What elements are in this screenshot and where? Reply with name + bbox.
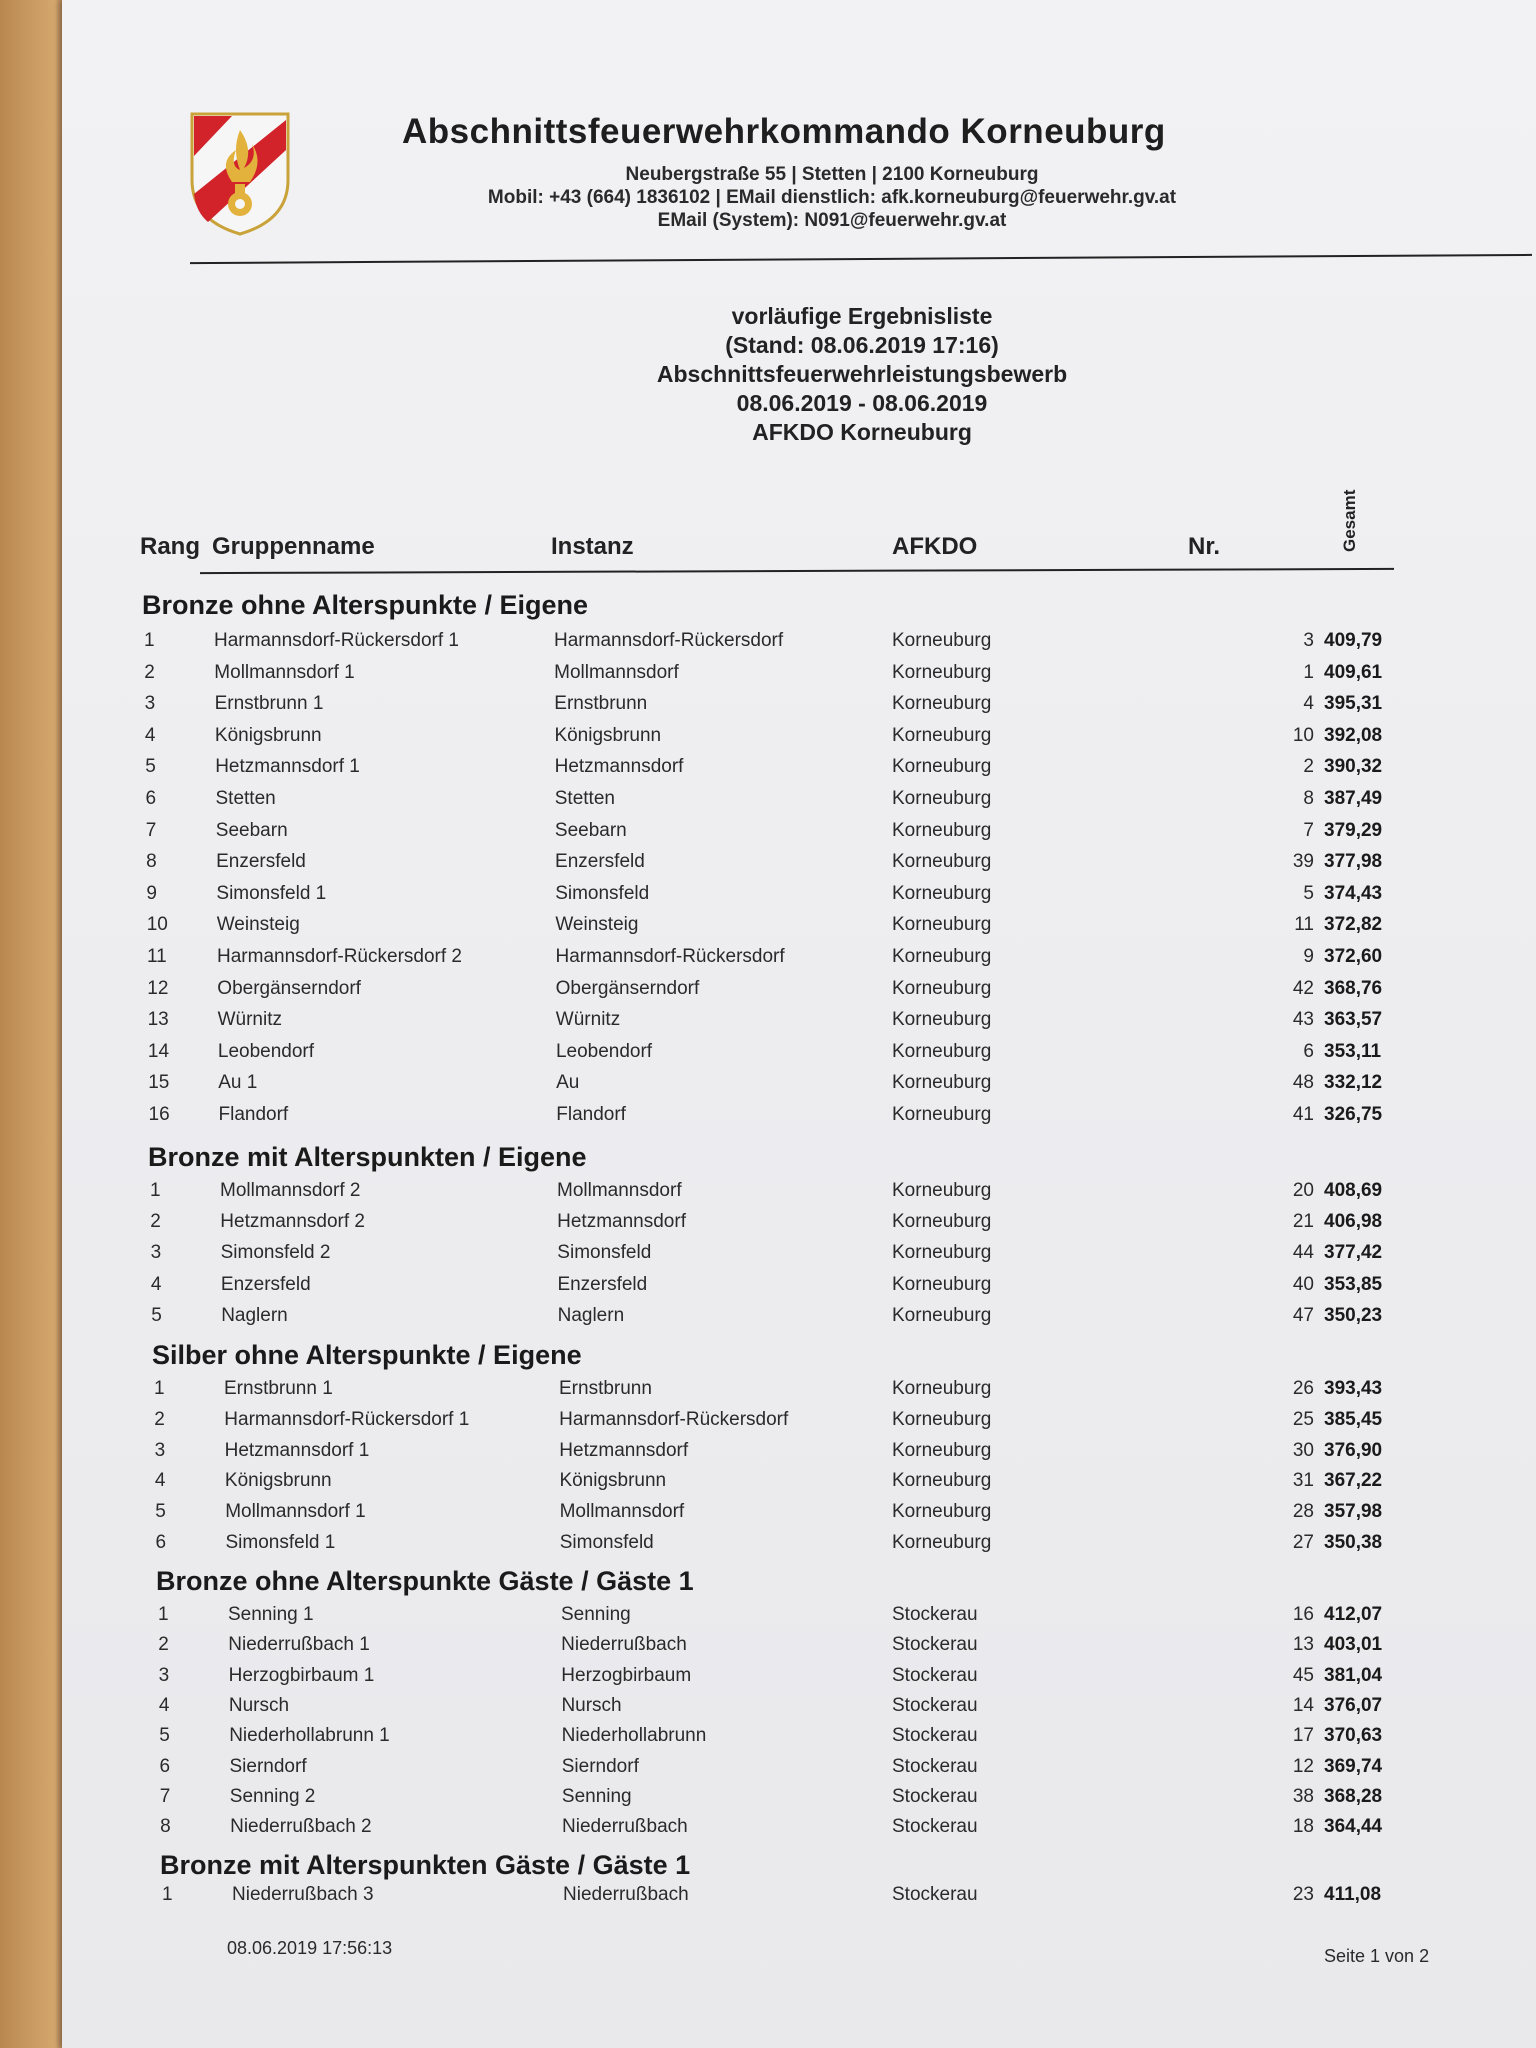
document-page [62, 0, 1536, 2048]
row-afkdo: Stockerau [892, 1694, 978, 1716]
row-gruppenname: Königsbrunn [214, 724, 322, 746]
row-nr: 26 [1292, 1378, 1314, 1399]
row-nr: 14 [1292, 1694, 1314, 1716]
section-title: Bronze mit Alterspunkten / Eigene [148, 1142, 587, 1172]
column-header-gruppenname: Gruppenname [212, 533, 375, 560]
row-nr: 39 [1292, 851, 1314, 873]
row-gruppenname: Würnitz [217, 1009, 282, 1031]
row-nr: 31 [1292, 1470, 1314, 1492]
row-afkdo: Korneuburg [892, 1211, 992, 1233]
row-nr: 40 [1292, 1273, 1314, 1295]
row-instanz: Herzogbirbaum [561, 1664, 692, 1686]
row-gesamt: 350,38 [1324, 1532, 1383, 1553]
contact-line: Mobil: +43 (664) 1836102 | EMail dienstlich: afk.korneuburg@feuerwehr.gv.at [487, 187, 1177, 208]
row-rang: 3 [144, 693, 156, 715]
row-gesamt: 353,11 [1324, 1040, 1382, 1062]
row-rang: 13 [147, 1009, 169, 1031]
report-title: vorläufige Ergebnisliste [731, 303, 993, 329]
table-row [62, 1305, 1536, 1331]
row-nr: 2 [1303, 756, 1314, 778]
row-nr: 28 [1292, 1501, 1314, 1523]
row-gesamt: 409,61 [1324, 661, 1383, 683]
row-gesamt: 357,98 [1324, 1501, 1383, 1523]
table-row [62, 1884, 1536, 1910]
row-gruppenname: Enzersfeld [216, 851, 306, 873]
row-gesamt: 381,04 [1324, 1664, 1383, 1686]
table-row [62, 1274, 1536, 1300]
row-rang: 6 [155, 1532, 167, 1553]
row-gesamt: 385,45 [1324, 1408, 1383, 1430]
column-header-nr: Nr. [1188, 533, 1221, 560]
row-instanz: Königsbrunn [559, 1470, 667, 1492]
address-line: Neubergstraße 55 | Stetten | 2100 Korneuburg [625, 164, 1039, 185]
row-rang: 1 [150, 1180, 161, 1201]
row-afkdo: Korneuburg [892, 1470, 992, 1492]
row-gesamt: 374,43 [1324, 882, 1383, 904]
row-rang: 15 [148, 1072, 170, 1094]
row-afkdo: Korneuburg [892, 1304, 992, 1326]
row-nr: 3 [1303, 630, 1314, 651]
row-instanz: Sierndorf [561, 1755, 639, 1777]
row-rang: 5 [155, 1501, 166, 1523]
row-nr: 38 [1292, 1785, 1314, 1807]
row-afkdo: Korneuburg [892, 977, 992, 999]
row-gruppenname: Senning 1 [228, 1604, 314, 1625]
row-instanz: Seebarn [554, 819, 627, 841]
table-row [62, 1242, 1536, 1268]
row-gruppenname: Ernstbrunn 1 [224, 1378, 333, 1399]
row-afkdo: Korneuburg [892, 788, 992, 809]
row-gesamt: 377,42 [1324, 1242, 1383, 1264]
row-gruppenname: Hetzmannsdorf 1 [224, 1439, 370, 1461]
row-gesamt: 377,98 [1324, 851, 1383, 873]
row-gruppenname: Enzersfeld [220, 1273, 311, 1295]
table-row [62, 851, 1536, 877]
row-instanz: Weinsteig [555, 914, 639, 936]
row-gesamt: 403,01 [1324, 1634, 1383, 1656]
row-instanz: Harmannsdorf-Rückersdorf [559, 1408, 789, 1430]
row-instanz: Enzersfeld [557, 1273, 648, 1295]
row-rang: 7 [159, 1785, 171, 1807]
row-gesamt: 409,79 [1324, 630, 1383, 651]
row-gesamt: 395,31 [1324, 693, 1383, 715]
row-rang: 2 [154, 1408, 165, 1430]
row-rang: 3 [154, 1439, 166, 1461]
table-row [62, 820, 1536, 846]
row-afkdo: Korneuburg [892, 1408, 992, 1430]
row-gruppenname: Niederrußbach 2 [230, 1816, 372, 1838]
row-gesamt: 376,90 [1324, 1439, 1383, 1461]
row-instanz: Hetzmannsdorf [554, 756, 684, 778]
table-row [62, 630, 1536, 656]
row-nr: 13 [1292, 1634, 1314, 1656]
row-nr: 8 [1303, 788, 1314, 809]
table-row [62, 1756, 1536, 1782]
row-afkdo: Korneuburg [892, 1009, 992, 1031]
row-rang: 14 [147, 1040, 170, 1062]
row-instanz: Ernstbrunn [559, 1378, 652, 1399]
row-afkdo: Korneuburg [892, 1501, 992, 1523]
row-rang: 5 [151, 1304, 162, 1326]
row-gesamt: 390,32 [1324, 756, 1383, 778]
row-gruppenname: Hetzmannsdorf 2 [220, 1211, 365, 1233]
row-afkdo: Korneuburg [892, 1242, 992, 1264]
row-afkdo: Korneuburg [892, 661, 992, 683]
row-afkdo: Korneuburg [892, 1072, 992, 1094]
row-afkdo: Korneuburg [892, 819, 992, 841]
table-row [62, 1072, 1536, 1098]
row-afkdo: Korneuburg [892, 1273, 992, 1295]
row-gesamt: 326,75 [1324, 1104, 1383, 1125]
row-afkdo: Korneuburg [892, 1378, 992, 1399]
row-gesamt: 364,44 [1324, 1816, 1383, 1838]
row-nr: 9 [1303, 946, 1314, 967]
row-nr: 18 [1292, 1816, 1314, 1838]
report-organizer: AFKDO Korneuburg [752, 419, 972, 445]
row-afkdo: Korneuburg [892, 946, 992, 967]
table-row [62, 1665, 1536, 1691]
row-gruppenname: Seebarn [215, 819, 288, 841]
row-instanz: Königsbrunn [554, 724, 662, 746]
row-instanz: Niederrußbach [563, 1884, 689, 1905]
row-gesamt: 363,57 [1324, 1009, 1383, 1031]
row-gruppenname: Niederrußbach 1 [228, 1634, 370, 1656]
row-gruppenname: Hetzmannsdorf 1 [215, 756, 360, 778]
table-row [62, 1180, 1536, 1206]
row-gruppenname: Niederrußbach 3 [232, 1884, 374, 1905]
row-gruppenname: Harmannsdorf-Rückersdorf 1 [224, 1408, 470, 1430]
row-rang: 1 [154, 1378, 165, 1399]
row-rang: 4 [158, 1694, 170, 1716]
table-row [62, 1532, 1536, 1558]
row-rang: 2 [158, 1634, 169, 1656]
row-nr: 11 [1294, 914, 1314, 936]
print-timestamp: 08.06.2019 17:56:13 [227, 1938, 393, 1958]
row-afkdo: Korneuburg [892, 882, 992, 904]
table-row [62, 883, 1536, 909]
row-afkdo: Korneuburg [892, 1532, 992, 1553]
row-afkdo: Stockerau [892, 1725, 978, 1747]
table-row [62, 1211, 1536, 1237]
row-gesamt: 369,74 [1324, 1755, 1383, 1777]
organization-title: Abschnittsfeuerwehrkommando Korneuburg [402, 112, 1166, 151]
table-row [62, 1816, 1536, 1842]
row-nr: 27 [1292, 1532, 1314, 1553]
row-gesamt: 332,12 [1324, 1072, 1383, 1094]
section-title: Bronze mit Alterspunkten Gäste / Gäste 1 [160, 1850, 691, 1880]
row-nr: 17 [1292, 1725, 1314, 1747]
row-afkdo: Korneuburg [892, 724, 992, 746]
row-gesamt: 372,82 [1324, 914, 1383, 936]
row-instanz: Mollmannsdorf [554, 661, 679, 683]
row-nr: 41 [1292, 1104, 1314, 1125]
row-gruppenname: Leobendorf [217, 1040, 315, 1062]
row-instanz: Harmannsdorf-Rückersdorf [555, 946, 785, 967]
row-rang: 10 [146, 914, 168, 936]
row-nr: 44 [1292, 1242, 1314, 1264]
row-instanz: Mollmannsdorf [559, 1501, 685, 1523]
row-afkdo: Korneuburg [892, 851, 992, 873]
table-row [62, 1634, 1536, 1660]
report-status: (Stand: 08.06.2019 17:16) [725, 332, 999, 358]
column-header-rang: Rang [140, 533, 200, 560]
report-date-range: 08.06.2019 - 08.06.2019 [736, 390, 988, 416]
row-rang: 5 [145, 756, 156, 778]
row-gruppenname: Au 1 [218, 1072, 258, 1094]
table-row [62, 1378, 1536, 1404]
row-instanz: Senning [561, 1785, 632, 1807]
row-nr: 12 [1292, 1755, 1314, 1777]
section-title: Bronze ohne Alterspunkte Gäste / Gäste 1 [156, 1566, 694, 1596]
row-rang: 3 [150, 1242, 162, 1264]
row-afkdo: Korneuburg [892, 1040, 992, 1062]
row-nr: 7 [1303, 819, 1314, 841]
row-instanz: Niederrußbach [562, 1816, 688, 1838]
row-rang: 2 [150, 1211, 161, 1233]
row-rang: 16 [148, 1104, 170, 1125]
row-nr: 45 [1292, 1664, 1314, 1686]
row-gruppenname: Mollmannsdorf 1 [225, 1501, 366, 1523]
table-row [62, 725, 1536, 751]
table-row [62, 1501, 1536, 1527]
row-afkdo: Korneuburg [892, 1439, 992, 1461]
section-title: Silber ohne Alterspunkte / Eigene [152, 1340, 582, 1370]
row-rang: 2 [144, 661, 155, 683]
table-row [62, 946, 1536, 972]
row-rang: 4 [144, 724, 156, 746]
row-nr: 21 [1292, 1211, 1314, 1233]
row-rang: 6 [159, 1755, 171, 1777]
email-line: EMail (System): N091@feuerwehr.gv.at [657, 210, 1007, 231]
row-gruppenname: Simonsfeld 1 [225, 1532, 336, 1553]
report-event: Abschnittsfeuerwehrleistungsbewerb [656, 361, 1068, 387]
row-rang: 6 [145, 788, 157, 809]
row-nr: 4 [1303, 693, 1314, 715]
row-instanz: Simonsfeld [559, 1532, 654, 1553]
row-nr: 47 [1292, 1304, 1314, 1326]
row-gruppenname: Herzogbirbaum 1 [228, 1664, 375, 1686]
row-rang: 1 [162, 1884, 173, 1905]
row-nr: 30 [1292, 1439, 1314, 1461]
table-row [62, 1041, 1536, 1067]
row-nr: 6 [1303, 1040, 1314, 1062]
column-header-gesamt: Gesamt [1340, 489, 1359, 552]
row-rang: 11 [147, 946, 167, 967]
row-instanz: Niederhollabrunn [561, 1725, 707, 1747]
row-gesamt: 387,49 [1324, 788, 1383, 809]
row-gesamt: 368,76 [1324, 977, 1383, 999]
row-gesamt: 367,22 [1324, 1470, 1383, 1492]
row-instanz: Simonsfeld [557, 1242, 652, 1264]
row-nr: 16 [1292, 1604, 1314, 1625]
table-row [62, 1725, 1536, 1751]
table-row [62, 914, 1536, 940]
row-instanz: Obergänserndorf [555, 977, 700, 999]
row-gesamt: 350,23 [1324, 1304, 1383, 1326]
row-gruppenname: Harmannsdorf-Rückersdorf 1 [214, 630, 459, 651]
row-rang: 4 [150, 1273, 162, 1295]
row-gruppenname: Senning 2 [229, 1785, 316, 1807]
row-instanz: Hetzmannsdorf [559, 1439, 689, 1461]
row-afkdo: Stockerau [892, 1816, 978, 1838]
row-instanz: Würnitz [555, 1009, 621, 1031]
table-header-divider [200, 568, 1394, 574]
row-rang: 1 [144, 630, 155, 651]
row-rang: 3 [158, 1664, 170, 1686]
row-gesamt: 406,98 [1324, 1211, 1383, 1233]
row-instanz: Nursch [561, 1694, 622, 1716]
row-afkdo: Korneuburg [892, 914, 992, 936]
fire-department-logo [188, 110, 292, 238]
table-row [62, 756, 1536, 782]
row-instanz: Hetzmannsdorf [557, 1211, 686, 1233]
row-afkdo: Korneuburg [892, 1180, 992, 1201]
row-rang: 9 [146, 882, 157, 904]
row-instanz: Au [556, 1072, 580, 1094]
row-afkdo: Stockerau [892, 1634, 978, 1656]
table-row [62, 788, 1536, 814]
page-number: Seite 1 von 2 [1324, 1946, 1430, 1966]
table-row [62, 978, 1536, 1004]
row-instanz: Enzersfeld [555, 851, 645, 873]
row-gruppenname: Harmannsdorf-Rückersdorf 2 [217, 946, 462, 967]
table-row [62, 1695, 1536, 1721]
row-rang: 8 [160, 1816, 171, 1838]
row-afkdo: Stockerau [892, 1785, 978, 1807]
row-afkdo: Stockerau [892, 1755, 978, 1777]
table-row [62, 1009, 1536, 1035]
row-gruppenname: Niederhollabrunn 1 [229, 1725, 390, 1747]
row-gesamt: 412,07 [1324, 1604, 1383, 1625]
row-nr: 1 [1303, 661, 1314, 683]
table-row [62, 693, 1536, 719]
row-nr: 25 [1292, 1408, 1314, 1430]
row-nr: 10 [1292, 724, 1314, 746]
row-rang: 12 [147, 977, 169, 999]
row-nr: 42 [1292, 977, 1314, 999]
row-afkdo: Stockerau [892, 1664, 978, 1686]
column-header-instanz: Instanz [551, 533, 634, 560]
row-nr: 20 [1292, 1180, 1314, 1201]
row-gesamt: 372,60 [1324, 946, 1383, 967]
row-instanz: Naglern [557, 1304, 625, 1326]
header-divider [190, 254, 1532, 264]
row-rang: 8 [146, 851, 157, 873]
row-afkdo: Korneuburg [892, 630, 992, 651]
table-row [62, 662, 1536, 688]
row-afkdo: Korneuburg [892, 693, 992, 715]
row-gruppenname: Königsbrunn [224, 1470, 332, 1492]
row-gesamt: 370,63 [1324, 1725, 1383, 1747]
row-instanz: Leobendorf [555, 1040, 653, 1062]
section-title: Bronze ohne Alterspunkte / Eigene [142, 590, 589, 620]
table-row [62, 1440, 1536, 1466]
row-gruppenname: Nursch [228, 1694, 290, 1716]
row-gruppenname: Mollmannsdorf 2 [220, 1180, 361, 1201]
row-gruppenname: Obergänserndorf [217, 977, 361, 999]
row-gruppenname: Mollmannsdorf 1 [214, 661, 355, 683]
row-afkdo: Korneuburg [892, 756, 992, 778]
row-afkdo: Stockerau [892, 1604, 978, 1625]
row-nr: 23 [1292, 1884, 1314, 1905]
row-gesamt: 408,69 [1324, 1180, 1383, 1201]
table-row [62, 1104, 1536, 1130]
row-gesamt: 392,08 [1324, 724, 1383, 746]
row-afkdo: Korneuburg [892, 1104, 992, 1125]
row-nr: 43 [1292, 1009, 1314, 1031]
row-gruppenname: Naglern [221, 1304, 288, 1326]
row-gesamt: 393,43 [1324, 1378, 1383, 1399]
row-gesamt: 353,85 [1324, 1273, 1383, 1295]
row-gruppenname: Flandorf [218, 1104, 289, 1125]
row-gruppenname: Sierndorf [229, 1755, 307, 1777]
row-instanz: Mollmannsdorf [557, 1180, 682, 1201]
table-row [62, 1470, 1536, 1496]
row-instanz: Flandorf [556, 1104, 626, 1125]
row-rang: 1 [158, 1604, 169, 1625]
row-gesamt: 376,07 [1324, 1694, 1383, 1716]
row-gruppenname: Simonsfeld 1 [216, 882, 327, 904]
row-gruppenname: Simonsfeld 2 [220, 1242, 331, 1264]
row-instanz: Ernstbrunn [554, 693, 648, 715]
row-rang: 4 [154, 1470, 166, 1492]
column-header-afkdo: AFKDO [892, 533, 978, 560]
row-gruppenname: Ernstbrunn 1 [214, 693, 324, 715]
row-gruppenname: Weinsteig [216, 914, 300, 936]
row-instanz: Niederrußbach [561, 1634, 687, 1656]
row-rang: 7 [145, 819, 157, 841]
row-instanz: Stetten [554, 788, 615, 809]
row-rang: 5 [159, 1725, 170, 1747]
row-gesamt: 368,28 [1324, 1785, 1383, 1807]
row-afkdo: Stockerau [892, 1884, 978, 1905]
table-row [62, 1604, 1536, 1630]
row-gesamt: 379,29 [1324, 819, 1383, 841]
row-gruppenname: Stetten [215, 788, 276, 809]
row-instanz: Senning [561, 1604, 631, 1625]
table-row [62, 1409, 1536, 1435]
row-nr: 48 [1292, 1072, 1314, 1094]
table-row [62, 1786, 1536, 1812]
row-nr: 5 [1303, 882, 1314, 904]
row-gesamt: 411,08 [1324, 1884, 1382, 1905]
row-instanz: Harmannsdorf-Rückersdorf [554, 630, 784, 651]
row-instanz: Simonsfeld [555, 882, 650, 904]
